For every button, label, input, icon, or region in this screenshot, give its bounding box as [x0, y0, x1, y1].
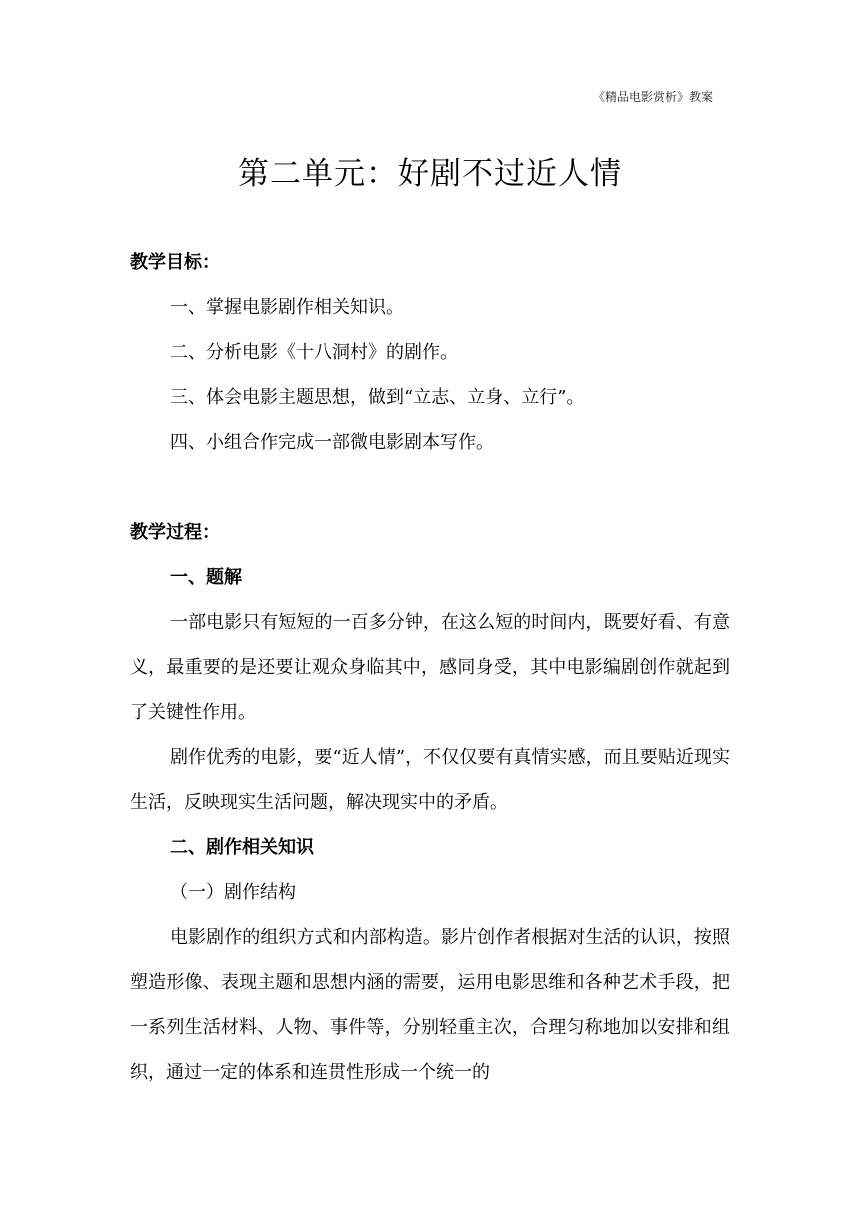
- document-body: [130, 240, 730, 1095]
- section-2-subheading: （一）剧作结构: [170, 882, 296, 903]
- objective-item-1: 一、掌握电影剧作相关知识。: [170, 297, 404, 318]
- spacer: [130, 465, 730, 510]
- objective-item-4: 四、小组合作完成一部微电影剧本写作。: [170, 432, 494, 453]
- objectives-heading: 教学目标：: [130, 252, 220, 273]
- section-2-paragraph: 电影剧作的组织方式和内部构造。影片创作者根据对生活的认识，按照塑造形像、表现主题和思想内涵的需要，运用电影思维和各种艺术手段，把一系列生活材料、人物、事件等，分别轻重主次，合理匀称地加以安排和组织，通过一定的体系和连贯性形成一个统一的: [130, 927, 730, 1083]
- section-1-paragraph-2: 剧作优秀的电影，要“近人情”，不仅仅要有真情实感，而且要贴近现实生活，反映现实生活问题，解决现实中的矛盾。: [130, 747, 730, 813]
- objective-item-2: 二、分析电影《十八洞村》的剧作。: [170, 342, 458, 363]
- section-1-paragraph-1: 一部电影只有短短的一百多分钟，在这么短的时间内，既要好看、有意义，最重要的是还要让观众身临其中，感同身受，其中电影编剧创作就起到了关键性作用。: [130, 612, 730, 723]
- section-1-heading: 一、题解: [170, 567, 242, 588]
- page-title: 第二单元：好剧不过近人情: [238, 156, 622, 192]
- section-2-heading: 二、剧作相关知识: [170, 837, 314, 858]
- objective-item-3: 三、体会电影主题思想，做到“立志、立身、立行”。: [170, 387, 585, 408]
- running-header: 《精品电影赏析》教案: [592, 90, 713, 104]
- process-heading: 教学过程：: [130, 522, 220, 543]
